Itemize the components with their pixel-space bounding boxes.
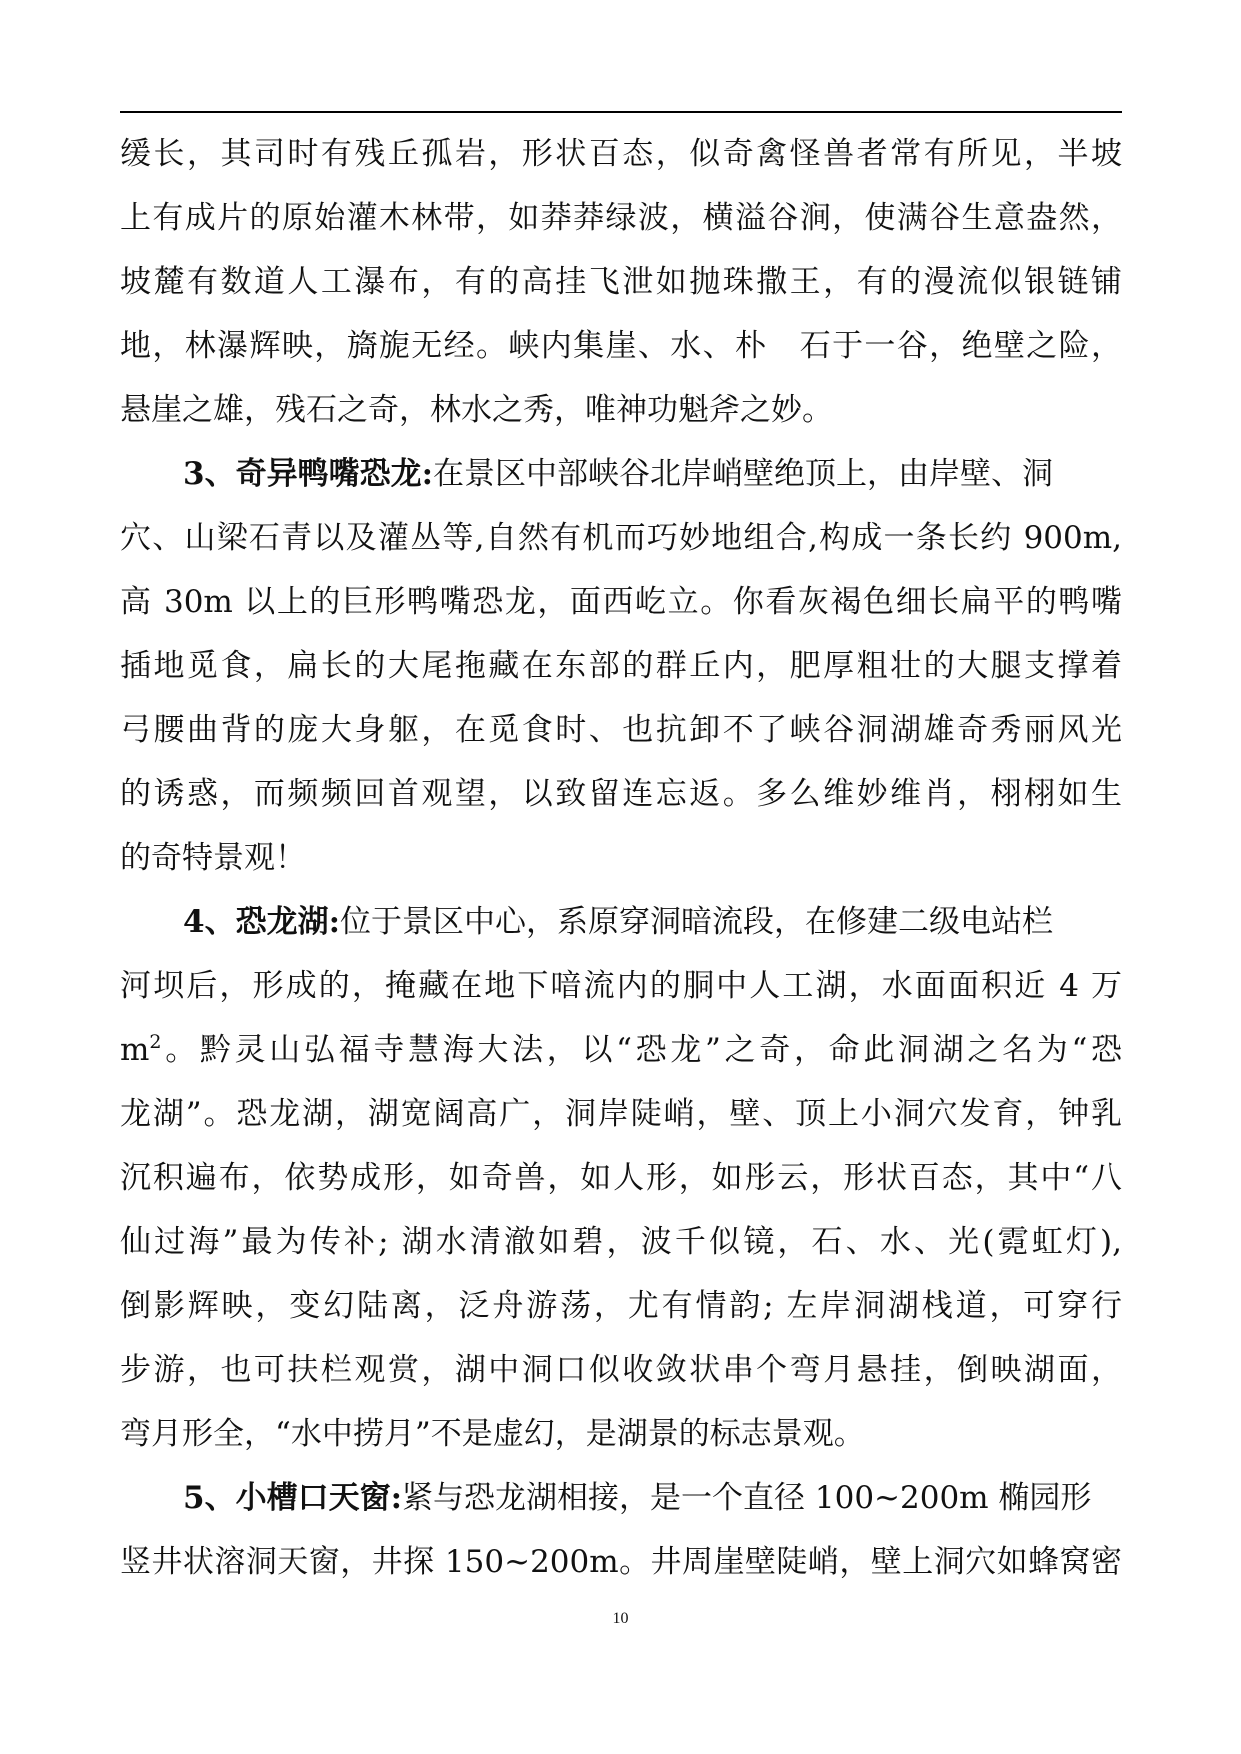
- text-line: [120, 1018, 1122, 1082]
- superscript: 2: [149, 1031, 162, 1053]
- text-line: 的诱惑，而频频回首观望，以致留连忘返。多么维妙维肖，栩栩如生: [120, 776, 1122, 812]
- text-line: 坡麓有数道人工瀑布，有的高挂飞泄如抛珠撒王，有的漫流似银链铺: [120, 264, 1122, 300]
- header-rule: [120, 111, 1122, 113]
- text-line-first: [120, 1466, 1122, 1530]
- text-line: 缓长，其司时有残丘孤岩，形状百态，似奇禽怪兽者常有所见，半坡: [120, 136, 1122, 172]
- text-line: 悬崖之雄，残石之奇，林水之秀，唯神功魁斧之妙。: [120, 392, 833, 428]
- section-heading: 5、小槽口天窗:: [183, 1480, 403, 1516]
- text-line: 插地觅食，扁长的大尾拖藏在东部的群丘内，肥厚粗壮的大腿支撑着: [120, 648, 1122, 684]
- paragraph-skylight: [120, 1466, 1122, 1594]
- text-line: 倒影辉映，变幻陆离，泛舟游荡，尤有情韵; 左岸洞湖栈道，可穿行: [120, 1288, 1122, 1324]
- text-run: 在景区中部峡谷北岸峭壁绝顶上，由岸壁、洞: [433, 456, 1054, 492]
- section-heading: 4、恐龙湖:: [183, 904, 341, 940]
- section-heading: 3、奇异鸭嘴恐龙:: [183, 456, 434, 492]
- paragraph-duck-dragon: [120, 442, 1122, 890]
- document-body: [120, 122, 1122, 1594]
- text-line: 高 30m 以上的巨形鸭嘴恐龙，面西屹立。你看灰褐色细长扁平的鸭嘴: [120, 584, 1122, 620]
- paragraph-gorge-end: [120, 122, 1122, 442]
- text-line: 的奇特景观！: [120, 840, 306, 876]
- text-line: 步游，也可扶栏观赏，湖中洞口似收敛状串个弯月悬挂，倒映湖面，: [120, 1352, 1122, 1388]
- text-run: 紧与恐龙湖相接，是一个直径 100~200m 椭园形: [402, 1480, 1092, 1516]
- text-line: 地，林瀑辉映，旖旎无经。峡内集崖、水、朴 石于一谷，绝壁之险，: [120, 328, 1122, 364]
- text-line: 穴、山梁石青以及灌丛等,自然有机而巧妙地组合,构成一条长约 900m,: [120, 520, 1122, 556]
- text-line: 河坝后，形成的，掩藏在地下喑流内的胴中人工湖，水面面积近 4 万: [120, 968, 1122, 1004]
- text-line: 弓腰曲背的庞大身躯，在觅食时、也抗卸不了峡谷洞湖雄奇秀丽风光: [120, 712, 1122, 748]
- text-run: 位于景区中心，系原穿洞暗流段，在修建二级电站栏: [340, 904, 1054, 940]
- unit-text: m: [120, 1032, 150, 1068]
- text-line: 竖井状溶洞天窗，井探 150~200m。井周崖壁陡峭，壁上洞穴如蜂窝密: [120, 1544, 1122, 1580]
- text-line-first: [120, 442, 1122, 506]
- text-run: 。黔灵山弘福寺慧海大法，以“恐龙”之奇，命此洞湖之名为“恐: [161, 1032, 1122, 1068]
- text-line-first: [120, 890, 1122, 954]
- text-line: 沉积遍布，依势成形，如奇兽，如人形，如彤云，形状百态，其中“八: [120, 1160, 1122, 1196]
- paragraph-dragon-lake: [120, 890, 1122, 1466]
- text-line: 仙过海”最为传补; 湖水清澈如碧，波千似镜，石、水、光(霓虹灯),: [120, 1224, 1122, 1260]
- page-number: 10: [612, 1610, 629, 1627]
- text-line: 龙湖”。恐龙湖，湖宽阔高广，洞岸陡峭，壁、顶上小洞穴发育，钟乳: [120, 1096, 1122, 1132]
- text-line: 上有成片的原始灌木林带，如莽莽绿波，横溢谷涧，使满谷生意盎然，: [120, 200, 1122, 236]
- text-line: 弯月形全，“水中捞月”不是虚幻，是湖景的标志景观。: [120, 1416, 865, 1452]
